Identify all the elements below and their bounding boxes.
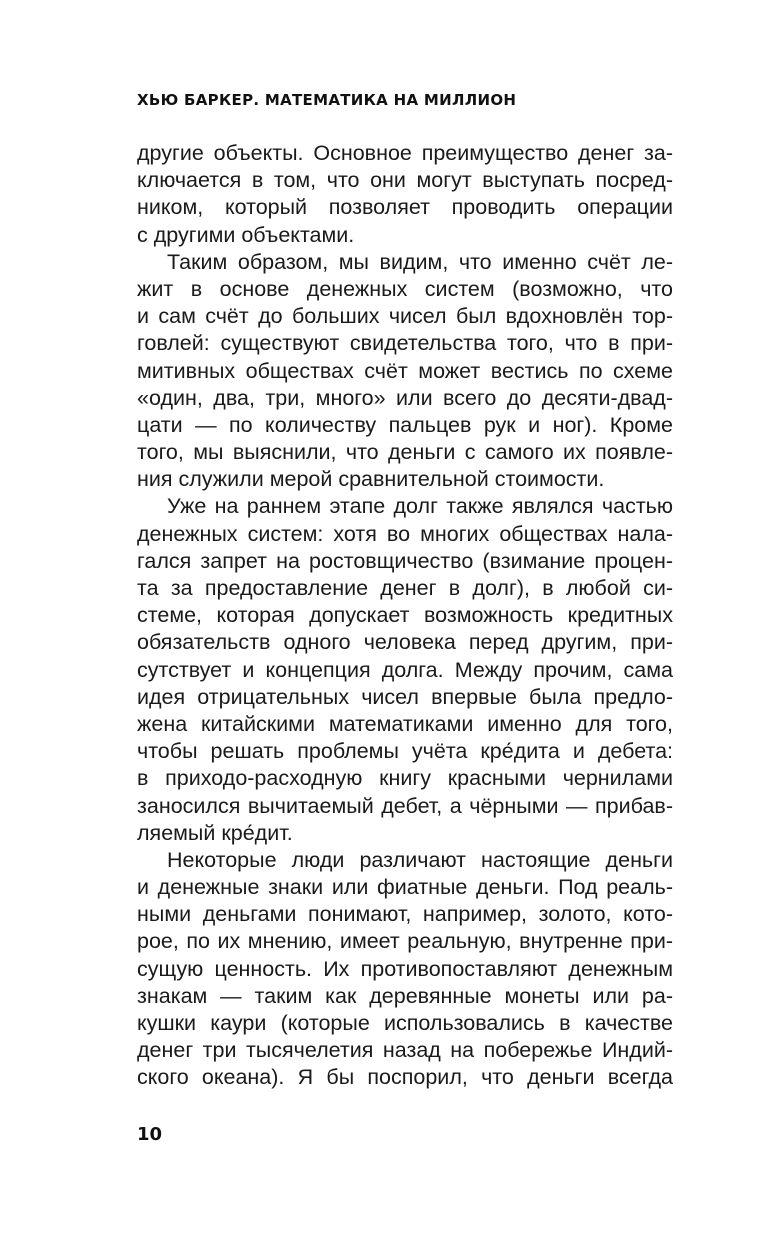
text-line: другие объекты. Основное преимущество денег за- bbox=[137, 141, 673, 165]
paragraph bbox=[137, 249, 673, 494]
text-line: того, мы выяснили, что деньги с самого их появле- bbox=[137, 440, 673, 465]
text-line: ником, который позволяет проводить операции bbox=[137, 195, 673, 220]
text-line: Некоторые люди различают настоящие деньги bbox=[167, 847, 673, 872]
text-line: и денежные знаки или фиатные деньги. Под реаль- bbox=[137, 875, 673, 900]
text-line: жена китайскими математиками именно для того, bbox=[137, 711, 673, 736]
text-line: в приходо-расходную книгу красными чернилами bbox=[137, 766, 673, 791]
text-line: ляемый кре́дит. bbox=[137, 820, 293, 845]
text-line: сутствует и концепция долга. Между прочим, сама bbox=[137, 657, 673, 682]
text-line: ными деньгами понимают, например, золото, кото- bbox=[137, 902, 673, 927]
text-line: митивных обществах счёт может вестись по схеме bbox=[137, 358, 673, 383]
page-number: 10 bbox=[137, 1124, 163, 1145]
text-line: Таким образом, мы видим, что именно счёт ле- bbox=[167, 249, 673, 274]
body-text bbox=[137, 140, 673, 1092]
text-line: денег три тысячелетия назад на побережье Индий- bbox=[137, 1038, 673, 1063]
text-line: ния служили мерой сравнительной стоимости. bbox=[137, 467, 605, 492]
paragraph bbox=[137, 847, 673, 1092]
text-line: рое, по их мнению, имеет реальную, внутренне при- bbox=[137, 929, 673, 954]
text-line: знакам — таким как деревянные монеты или ра- bbox=[137, 983, 673, 1008]
text-line: Уже на раннем этапе долг также являлся частью bbox=[167, 494, 673, 519]
text-line: чтобы решать проблемы учёта кре́дита и дебета: bbox=[137, 739, 673, 764]
text-line: идея отрицательных чисел впервые была предло- bbox=[137, 684, 673, 709]
text-line: заносился вычитаемый дебет, а чёрными — прибав- bbox=[137, 793, 673, 818]
text-line: цати — по количеству пальцев рук и ног). Кроме bbox=[137, 412, 673, 437]
paragraph bbox=[137, 140, 673, 249]
text-line: кушки каури (которые использовались в качестве bbox=[137, 1011, 673, 1035]
paragraph bbox=[137, 493, 673, 846]
text-line: денежных систем: хотя во многих обществах нала- bbox=[137, 521, 673, 546]
text-line: жит в основе денежных систем (возможно, что bbox=[137, 276, 673, 301]
text-line: ключается в том, что они могут выступать посред- bbox=[137, 168, 673, 193]
text-line: «один, два, три, много» или всего до десяти-двад- bbox=[137, 385, 673, 410]
text-line: стеме, которая допускает возможность кредитных bbox=[137, 603, 673, 628]
text-line: с другими объектами. bbox=[137, 222, 355, 247]
text-line: сущую ценность. Их противопоставляют денежным bbox=[137, 956, 673, 981]
text-line: обязательств одного человека перед другим, при- bbox=[137, 630, 673, 655]
text-line: та за предоставление денег в долг), в любой си- bbox=[137, 576, 673, 600]
text-line: говлей: существуют свидетельства того, что в при- bbox=[137, 331, 673, 356]
text-line: ского океана). Я бы поспорил, что деньги всегда bbox=[137, 1065, 673, 1090]
text-line: и сам счёт до больших чисел был вдохновлён тор- bbox=[137, 304, 673, 329]
text-line: гался запрет на ростовщичество (взимание процен- bbox=[137, 548, 673, 573]
running-head: ХЬЮ БАРКЕР. МАТЕМАТИКА НА МИЛЛИОН bbox=[137, 91, 517, 109]
